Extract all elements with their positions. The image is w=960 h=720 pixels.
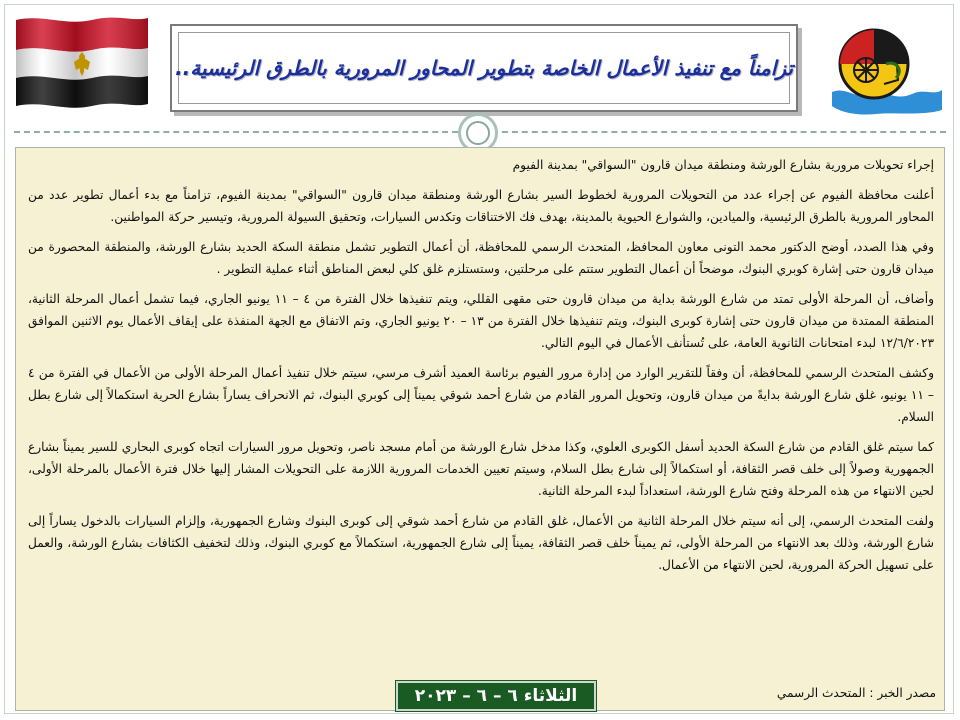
article-text: [28, 154, 934, 576]
news-source: مصدر الخبر : المتحدث الرسمي: [776, 686, 936, 700]
article-headline: إجراء تحويلات مرورية بشارع الورشة ومنطقة ميدان قارون "السواقي" بمدينة الفيوم: [512, 158, 934, 172]
title-box: [170, 24, 798, 112]
article-paragraph: وفي هذا الصدد، أوضح الدكتور محمد التونى معاون المحافظ، المتحدث الرسمي للمحافظة، أن أعمال التطوير تشمل منطقة السكة الحديد بشارع الورشة، والمنطقة المحصورة من ميدان قارون حتى إشارة كوبري البنوك، موضحاً أن أعمال التطوير ستتم على مرحلتين، وستستلزم غلق كلي لبعض المناطق أثناء عملية التطوير .: [28, 240, 934, 276]
article-paragraph: وكشف المتحدث الرسمي للمحافظة، أن وفقاً للتقرير الوارد من إدارة مرور الفيوم برئاسة العميد أشرف مرسي، سيتم خلال تنفيذ أعمال المرحلة الأولى من الأعمال في الفترة من ٤ – ١١ يونيو، غلق شارع الورشة بدايةً من ميدان قارون، وتحويل المرور القادم من شارع أحمد شوقي يميناً إلى كوبري البنوك، ثم الانحراف يساراً بشارع الحرية استكمالاً إلى شارع بطل السلام.: [28, 366, 934, 424]
fayoum-governorate-logo: [826, 20, 946, 120]
date-badge: الثلاثاء ٦ – ٦ – ٢٠٢٣: [396, 681, 596, 711]
article-paragraph: أعلنت محافظة الفيوم عن إجراء عدد من التحويلات المرورية لخطوط السير بشارع الورشة ومنطقة ميدان قارون "السواقي" بمدينة الفيوم، تزامناً مع بدء أعمال تطوير عدد من المحاور المرورية بالطرق الرئيسية، والميادين، والشوارع الحيوية بالمدينة، بهدف فك الاختناقات وتكدس السيارات، وتحقيق السيولة المرورية، وتيسير حركة المواطنين.: [28, 188, 934, 224]
article-body: [15, 147, 945, 711]
page-title: تزامناً مع تنفيذ الأعمال الخاصة بتطوير المحاور المرورية بالطرق الرئيسية..: [175, 56, 793, 80]
article-paragraph: كما سيتم غلق القادم من شارع السكة الحديد أسفل الكوبرى العلوي، وكذا مدخل شارع الورشة من أمام مسجد ناصر، وتحويل مرور السيارات اتجاه كوبرى البحاري للسير يميناً بشارع الجمهورية وصولاً إلى خلف قصر الثقافة، أو استكمالاً إلى شارع بطل السلام، وسيتم تعيين الخدمات المرورية اللازمة على التحويلات المشار إليها خلال فترة الأعمال بالمرحلة الأولى، لحين الانتهاء من هذه المرحلة وفتح شارع الورشة، استعداداً لبدء المرحلة الثانية.: [28, 440, 934, 498]
egypt-flag-icon: [14, 14, 150, 108]
article-paragraph: وأضاف، أن المرحلة الأولى تمتد من شارع الورشة بداية من ميدان قارون حتى مقهى القللي، ويتم تنفيذها خلال الفترة من ٤ – ١١ يونيو الجاري، فيما تشمل أعمال المرحلة الثانية، المنطقة الممتدة من ميدان قارون حتى إشارة كوبرى البنوك، ويتم تنفيذها خلال الفترة من ١٣ – ٢٠ يونيو الجاري، وتم الاتفاق مع الجهة المنفذة على إيقاف الأعمال يوم الاثنين الموافق ١٢/٦/٢٠٢٣ لبدء امتحانات الثانوية العامة، على تُستأنف الأعمال في اليوم التالي.: [28, 292, 935, 350]
article-paragraph: ولفت المتحدث الرسمي، إلى أنه سيتم خلال المرحلة الثانية من الأعمال، غلق القادم من شارع أحمد شوقي إلى كوبرى البنوك وشارع الجمهورية، وإلزام السيارات بالدخول يساراً إلى شارع الورشة، وذلك بعد الانتهاء من المرحلة الأولى، ثم يميناً خلف قصر الثقافة، يميناً إلى شارع الجمهورية، استكمالاً مع كوبري البنوك، وذلك لتخفيف الكثافات بشارع الورشة، والعمل على تسهيل الحركة المرورية، لحين الانتهاء من الأعمال.: [28, 514, 934, 572]
